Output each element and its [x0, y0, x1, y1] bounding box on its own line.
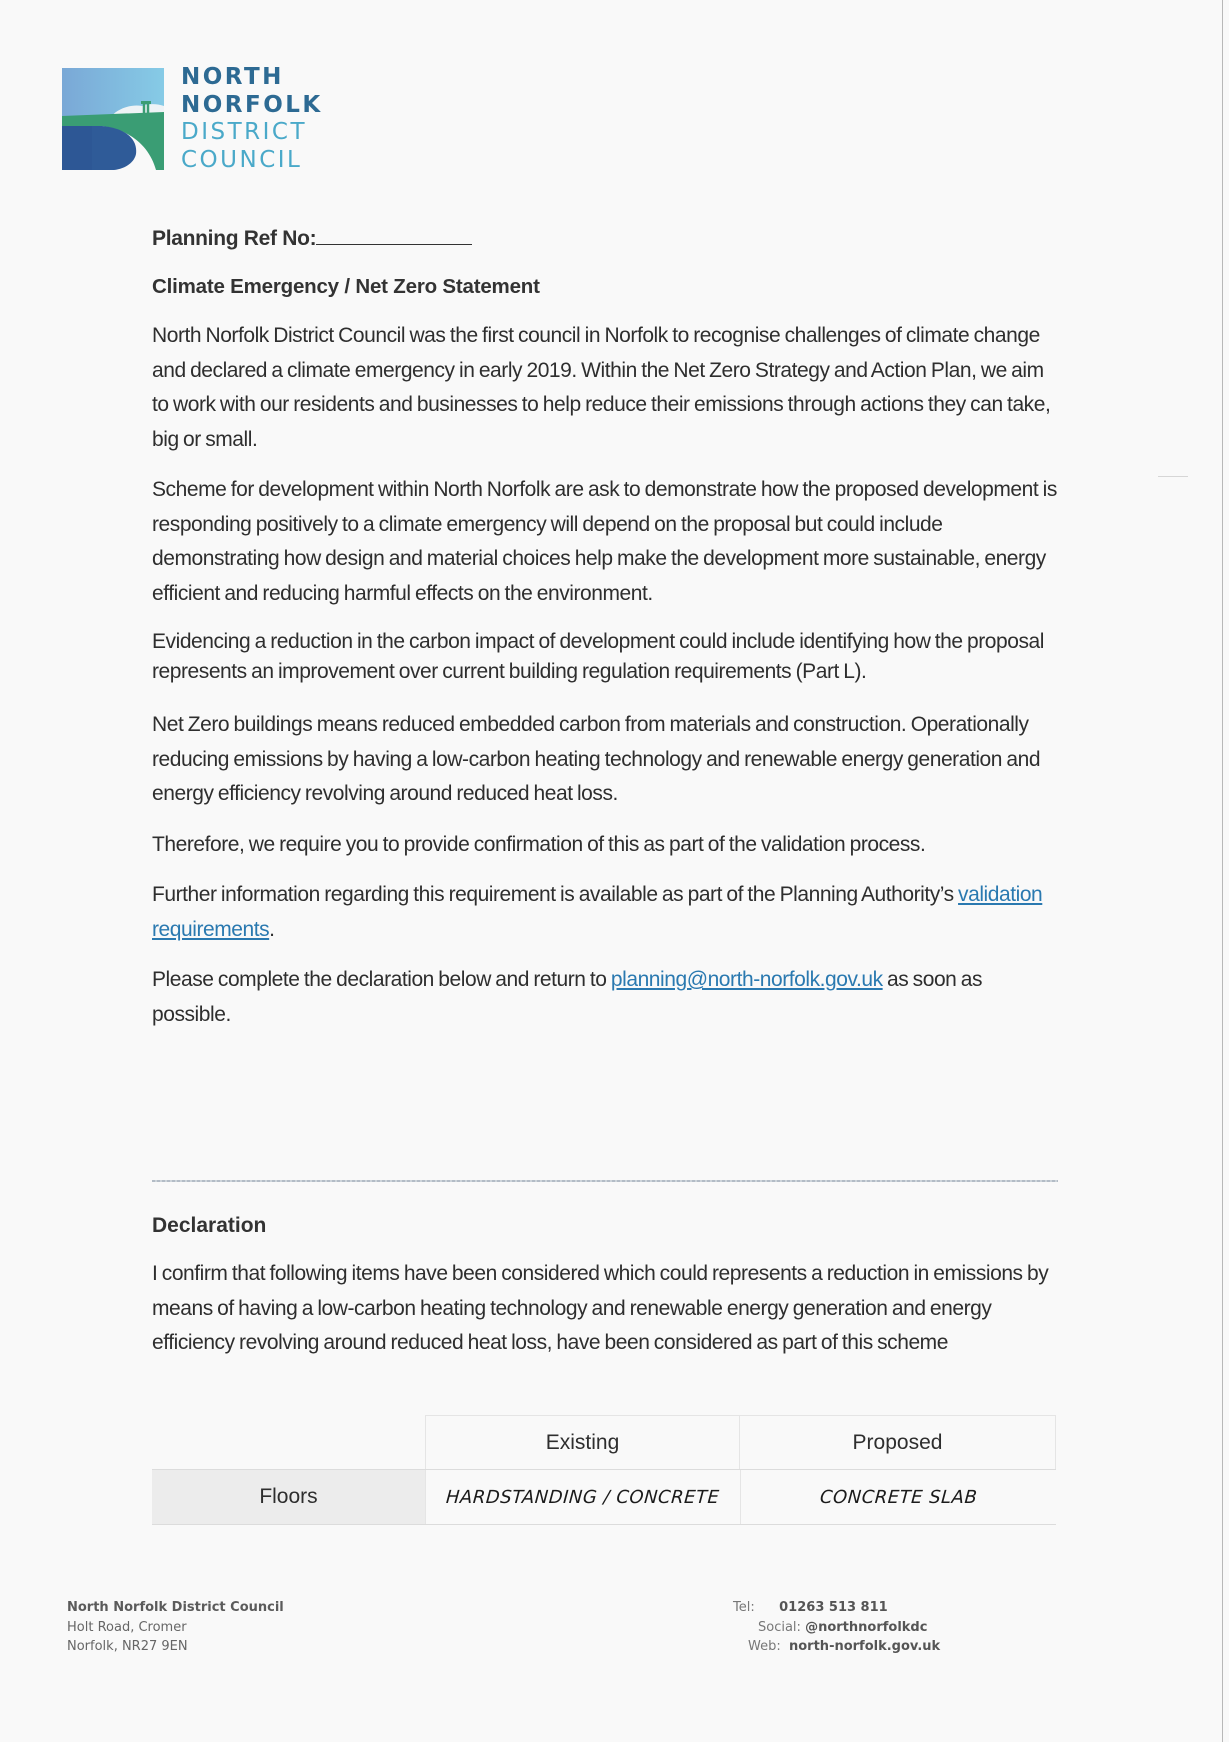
scan-edge-line [1222, 0, 1223, 1742]
logo-text-council: COUNCIL [181, 146, 303, 173]
section-divider [152, 1180, 1058, 1182]
further-info-end: . [269, 917, 275, 941]
footer-web-label: Web: [748, 1639, 781, 1654]
statement-paragraph-1: North Norfolk District Council was the first council in Norfolk to recognise challenges of climate change and declared a climate emergency in early 2019. Within the Net Zero Strategy and Action Plan, we aim to work with our residents and businesses to help reduce their emissions through actions they can take, big or small. [152, 324, 1051, 451]
return-info-text: Please complete the declaration below and return to [152, 968, 611, 991]
council-logo-wordmark [181, 64, 323, 174]
statement-paragraph-4: Net Zero buildings means reduced embedded carbon from materials and construction. Operationally reducing emissions by having a low-carbon heating technology and renewable energy generation and energy efficiency revolving around reduced heat loss. [152, 713, 1041, 805]
return-info-paragraph [152, 963, 1062, 1032]
council-logo-mark-icon [62, 68, 164, 170]
footer-social-label: Social: [758, 1619, 801, 1635]
declaration-table [152, 1415, 1056, 1525]
statement-paragraph-3: Evidencing a reduction in the carbon impact of development could include identifying how the proposal represents an improvement over current building regulation requirements (Part L). [152, 630, 1044, 683]
validation-requirements-link[interactable]: validation requirements [152, 883, 1043, 941]
footer-tel-row [733, 1598, 940, 1618]
return-info-end: as soon as possible. [152, 968, 983, 1026]
declaration-heading: Declaration [152, 1214, 267, 1237]
footer-tel-label: Tel: [733, 1600, 755, 1615]
footer-org-name: North Norfolk District Council [67, 1600, 284, 1615]
statement-paragraph-5: Therefore, we require you to provide confirmation of this as part of the validation process. [152, 832, 926, 856]
statement-section [152, 226, 1062, 1032]
table-header-proposed: Proposed [740, 1415, 1056, 1469]
footer-address-line-1: Holt Road, Cromer [67, 1619, 187, 1635]
footer-tel-value: 01263 513 811 [779, 1600, 888, 1615]
logo-text-district: DISTRICT [181, 119, 308, 145]
declaration-text: I confirm that following items have been considered which could represents a reduction in emissions by means of having a low-carbon heating technology and renewable energy generation and energy efficiency revolving around reduced heat loss, have been considered as part of this scheme [152, 1262, 1049, 1354]
footer-address-line-2: Norfolk, NR27 9EN [67, 1639, 188, 1654]
statement-paragraph-2: Scheme for development within North Norfolk are ask to demonstrate how the proposed development is responding positively to a climate emergency will depend on the proposal but could include demonstrating how design and material choices help make the development more sustainable, energy efficient and reducing harmful effects on the environment. [152, 478, 1057, 605]
further-info-paragraph [152, 878, 1062, 947]
planning-ref-label: Planning Ref No: [152, 227, 317, 250]
table-cell-proposed[interactable] [740, 1470, 1056, 1524]
statement-heading: Climate Emergency / Net Zero Statement [152, 275, 540, 298]
footer-web-row [733, 1637, 940, 1657]
logo-text-norfolk: NORFOLK [181, 91, 323, 118]
planning-email-link[interactable]: planning@north-norfolk.gov.uk [610, 968, 883, 991]
table-row [152, 1469, 1056, 1525]
footer-contact [733, 1598, 940, 1657]
footer-web-value: north-norfolk.gov.uk [789, 1639, 941, 1654]
handwritten-existing-value: HARDSTANDING / CONCRETE [445, 1486, 721, 1508]
further-info-text: Further information regarding this requirement is available as part of the Planning Authority’s [152, 883, 959, 906]
table-header-row [152, 1415, 1056, 1469]
footer-address [67, 1598, 284, 1657]
footer-social-row [733, 1618, 940, 1638]
council-logo [62, 64, 342, 178]
scan-fold-mark [1158, 476, 1188, 477]
table-cell-existing[interactable] [425, 1470, 740, 1524]
footer-social-value: @northnorfolkdc [805, 1619, 928, 1635]
planning-ref [152, 226, 1062, 251]
table-header-existing: Existing [425, 1415, 740, 1469]
logo-text-north: NORTH [181, 64, 284, 90]
planning-ref-blank-field[interactable] [316, 226, 472, 245]
table-header-item [152, 1415, 425, 1469]
table-row-item-floors: Floors [152, 1470, 425, 1524]
handwritten-proposed-value: CONCRETE SLAB [819, 1486, 978, 1508]
